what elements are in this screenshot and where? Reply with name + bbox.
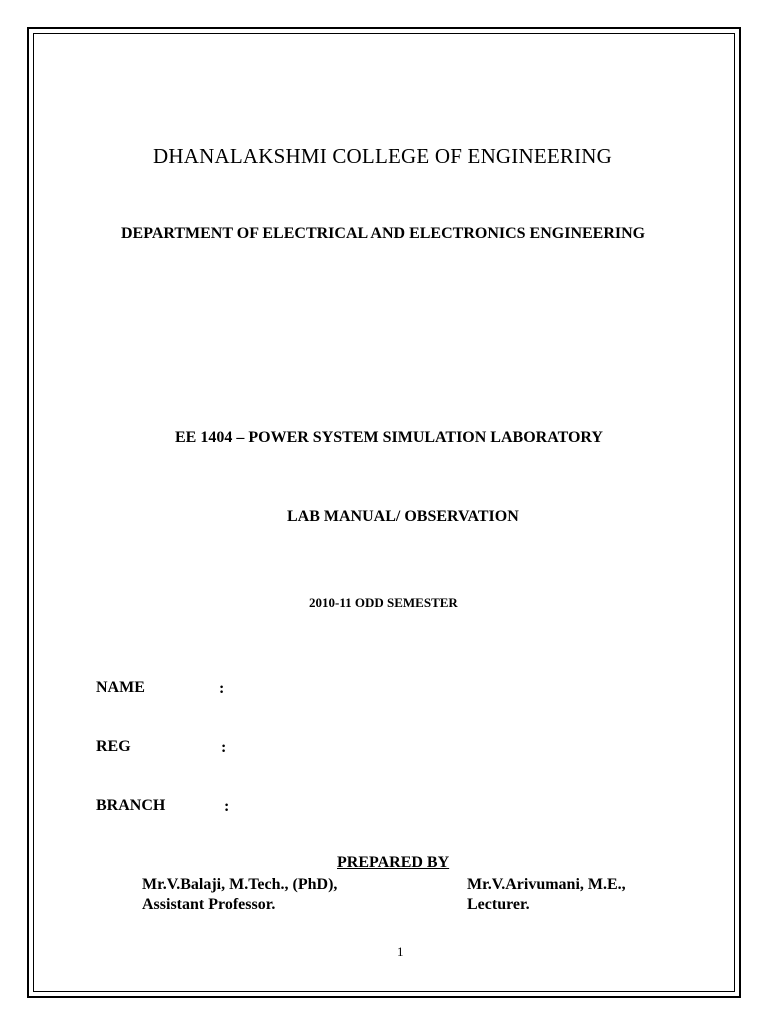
- author-1-name: Mr.V.Balaji, M.Tech., (PhD),: [142, 876, 338, 893]
- semester: 2010-11 ODD SEMESTER: [309, 595, 458, 610]
- manual-type: LAB MANUAL/ OBSERVATION: [287, 508, 519, 525]
- college-name: DHANALAKSHMI COLLEGE OF ENGINEERING: [153, 144, 613, 168]
- author-2-designation: Lecturer.: [467, 896, 530, 913]
- author-2-name: Mr.V.Arivumani, M.E.,: [467, 876, 626, 893]
- prepared-by-heading: PREPARED BY: [337, 854, 450, 871]
- branch-field-colon: :: [224, 798, 230, 815]
- name-field-label: NAME: [96, 679, 145, 696]
- reg-field-label: REG: [96, 738, 131, 755]
- author-1-designation: Assistant Professor.: [142, 896, 276, 913]
- author-2: [467, 875, 626, 915]
- page-number: 1: [397, 944, 404, 959]
- reg-field-colon: :: [221, 739, 227, 756]
- course-title: EE 1404 – POWER SYSTEM SIMULATION LABORATORY: [175, 429, 603, 446]
- name-field-colon: :: [219, 680, 225, 697]
- department-name: DEPARTMENT OF ELECTRICAL AND ELECTRONICS ENGINEERING: [121, 225, 646, 242]
- branch-field-label: BRANCH: [96, 797, 166, 814]
- author-1: [142, 875, 337, 915]
